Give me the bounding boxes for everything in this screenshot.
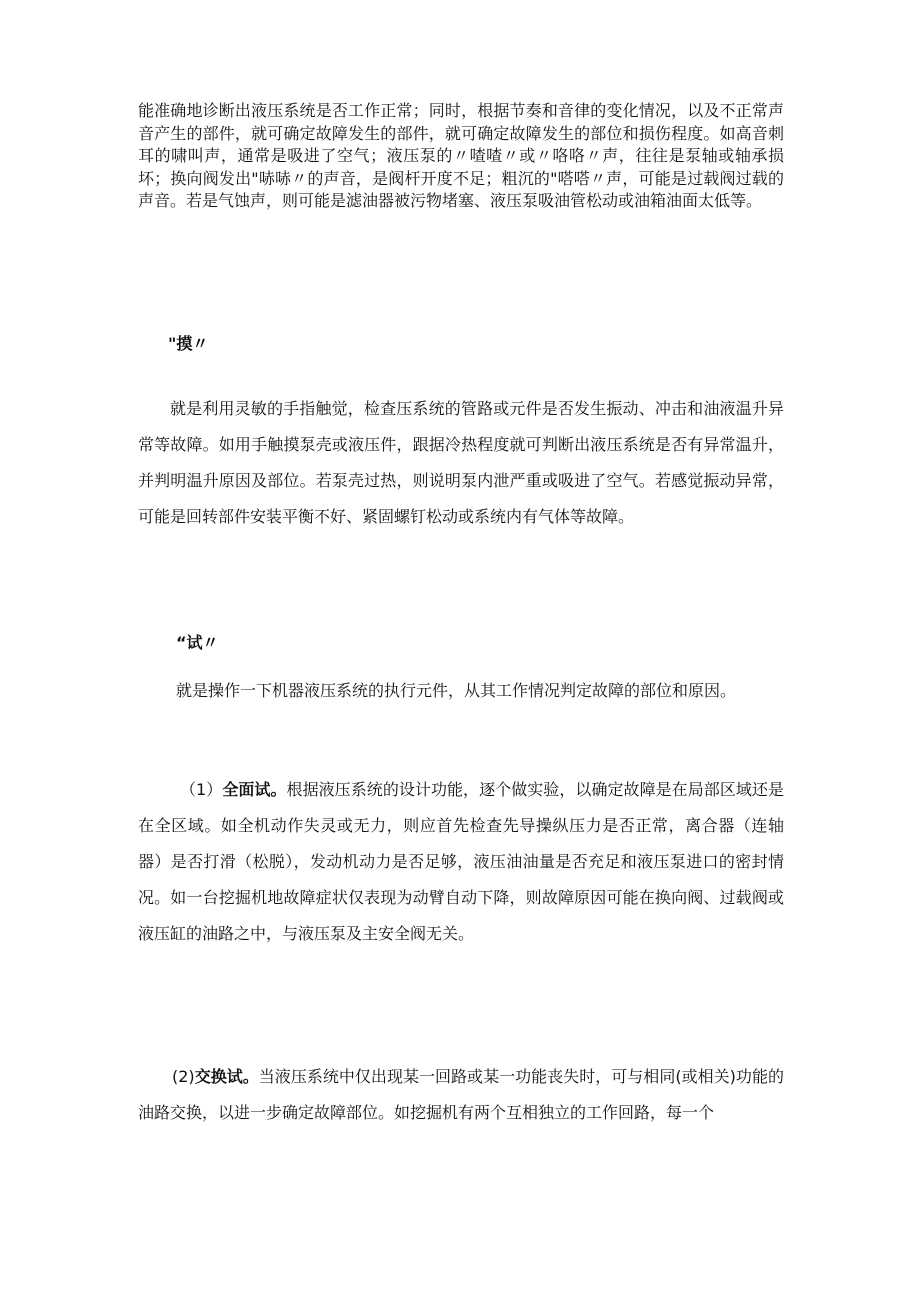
full-test-lead: 全面试。 [222,780,287,799]
test-method-paragraph: 就是操作一下机器液压系统的执行元件，从其工作情况判定故障的部位和原因。 [176,681,737,700]
full-test-number: （1） [180,780,223,799]
full-test-body: 根据液压系统的设计功能，逐个做实验，以确定故障是在局部区域还是在全区域。如全机动作失灵或无力，则应首先检查先导操纵压力是否正常，离合器（连轴器）是否打滑（松脱），发动机动力是否足够，液压油油量是否充足和液压泵进口的密封情况。如一台挖掘机地故障症状仅表现为动臂自动下降，则故障原因可能在换向阀、过载阀或液压缸的油路之中，与液压泵及主安全阀无关。 [138,780,784,943]
section-heading-touch: "摸〃 [168,334,209,353]
swap-test-body: 当液压系统中仅出现某一回路或某一功能丧失时，可与相同(或相关)功能的油路交换，以进一步确定故障部位。如挖掘机有两个互相独立的工作回路，每一个 [138,1067,784,1122]
swap-test-number: (2) [172,1067,195,1086]
swap-test-paragraph [138,1059,784,1131]
full-test-paragraph [138,772,784,952]
intro-paragraph: 能准确地诊断出液压系统是否工作正常；同时，根据节奏和音律的变化情况，以及不正常声音产生的部件，就可确定故障发生的部件，就可确定故障发生的部位和损伤程度。如高音刺耳的啸叫声，通常是吸进了空气；液压泵的〃喳喳〃或〃咯咯〃声，往往是泵轴或轴承损坏；换向阀发出"哧哧〃的声音，是阀杆开度不足；粗沉的"嗒嗒〃声，可能是过载阀过载的声音。若是气蚀声，则可能是滤油器被污物堵塞、液压泵吸油管松动或油箱油面太低等。 [138,101,784,210]
swap-test-lead: 交换试。 [194,1067,259,1086]
touch-method-paragraph: 就是利用灵敏的手指触觉，检查压系统的管路或元件是否发生振动、冲击和油液温升异常等故障。如用手触摸泵壳或液压件，跟据冷热程度就可判断出液压系统是否有异常温升，并判明温升原因及部位。若泵壳过热，则说明泵内泄严重或吸进了空气。若感觉振动异常，可能是回转部件安装平衡不好、紧固螺钉松动或系统内有气体等故障。 [138,399,784,526]
section-heading-test: “试〃 [176,633,219,652]
